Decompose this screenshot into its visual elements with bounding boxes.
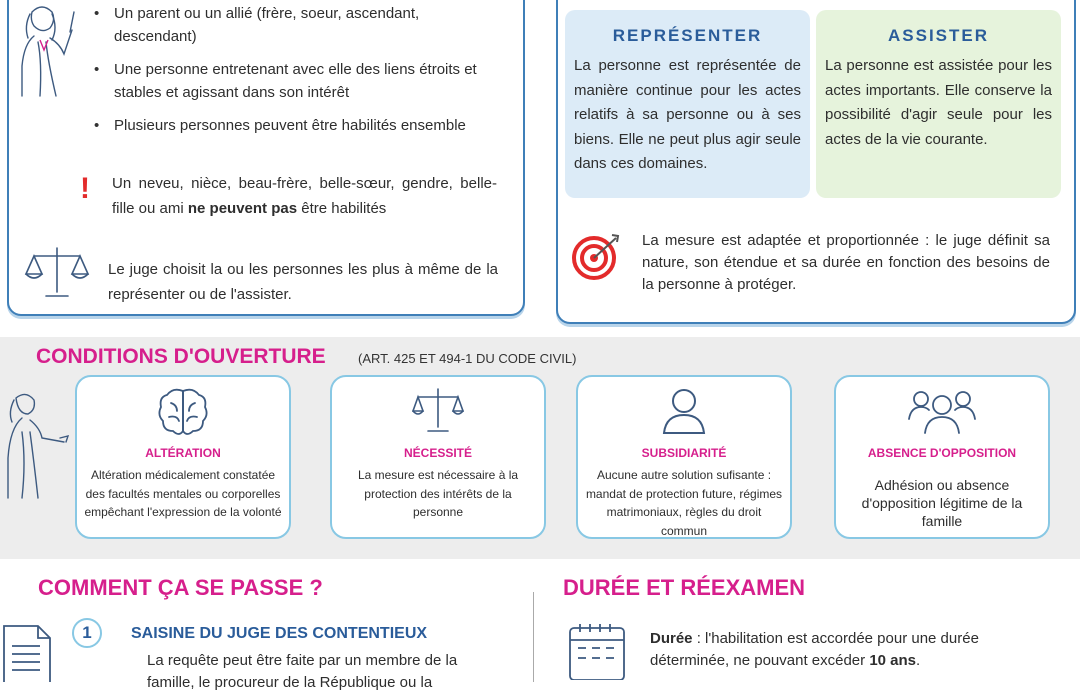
condition-text: La mesure est nécessaire à la protection des intérêts de la personne xyxy=(357,468,519,519)
proportionality-text: La mesure est adaptée et proportionnée : le juge définit sa nature, son étendue et sa durée en fonction des besoins de la personne à protéger. xyxy=(642,232,1050,293)
step-title: SAISINE DU JUGE DES CONTENTIEUX xyxy=(131,625,428,642)
step-text: La requête peut être faite par un membre de la famille, le procureur de la République ou la xyxy=(147,652,458,691)
duration-text: Durée : l'habilitation est accordée pour une durée déterminée, ne pouvant excéder 10 ans. xyxy=(650,630,979,669)
condition-heading: SUBSIDIARITÉ xyxy=(641,446,727,460)
conditions-title: CONDITIONS D'OUVERTURE xyxy=(36,345,326,368)
scale-icon xyxy=(412,385,464,435)
document-icon xyxy=(0,622,56,682)
process-title: COMMENT ÇA SE PASSE ? xyxy=(38,575,323,600)
condition-card-alteration xyxy=(75,375,291,539)
assist-text: La personne est assistée pour les actes importants. Elle conserve la possibilité d'agir seule pour les actes de la vie courante. xyxy=(825,57,1052,148)
woman-pointing-icon xyxy=(10,2,85,97)
condition-card-subsidiarity xyxy=(576,375,792,539)
condition-card-no-opposition xyxy=(834,375,1050,539)
list-item: • Plusieurs personnes peuvent être habilités ensemble xyxy=(90,114,505,137)
condition-text: Adhésion ou absence d'opposition légitime de la famille xyxy=(861,477,1023,529)
woman-presenting-icon xyxy=(2,392,72,502)
calendar-icon xyxy=(566,620,630,680)
person-icon xyxy=(658,385,710,437)
judge-choice-text: Le juge choisit la ou les personnes les plus à même de la représenter ou de l'assister. xyxy=(108,261,498,303)
eligible-persons-list xyxy=(90,2,505,147)
list-item: • Une personne entretenant avec elle des liens étroits et stables et agissant dans son intérêt xyxy=(90,58,505,104)
list-item: • Un parent ou un allié (frère, soeur, ascendant, descendant) xyxy=(90,2,505,48)
brain-icon xyxy=(157,385,209,439)
duration-title: DURÉE ET RÉEXAMEN xyxy=(563,575,806,600)
group-icon xyxy=(907,385,977,437)
assist-title: ASSISTER xyxy=(887,26,990,45)
condition-heading: NÉCESSITÉ xyxy=(403,446,472,460)
represent-title: REPRÉSENTER xyxy=(612,26,763,45)
section-divider xyxy=(533,592,534,682)
condition-text: Altération médicalement constatée des facultés mentales ou corporelles empêchant l'expression de la volonté xyxy=(84,468,282,519)
condition-text: Aucune autre solution sufisante : mandat de protection future, régimes matrimoniaux, règles du droit commun xyxy=(585,468,783,538)
condition-heading: ABSENCE D'OPPOSITION xyxy=(867,446,1017,460)
warning-text: Un neveu, nièce, beau-frère, belle-sœur, gendre, belle-fille ou ami ne peuvent pas être habilités xyxy=(112,175,497,217)
condition-card-necessity xyxy=(330,375,546,539)
assist-box xyxy=(816,10,1061,198)
target-icon xyxy=(570,232,622,282)
represent-box xyxy=(565,10,810,198)
represent-text: La personne est représentée de manière continue pour les actes relatifs à sa personne ou à ses biens. Elle ne peut plus agir seule dans ces domaines. xyxy=(574,57,801,172)
warning-icon: ! xyxy=(80,172,90,205)
justice-scale-icon xyxy=(24,244,90,300)
step-number-badge: 1 xyxy=(72,618,102,648)
condition-heading: ALTÉRATION xyxy=(145,446,221,460)
conditions-reference: (ART. 425 ET 494-1 DU CODE CIVIL) xyxy=(358,351,577,366)
